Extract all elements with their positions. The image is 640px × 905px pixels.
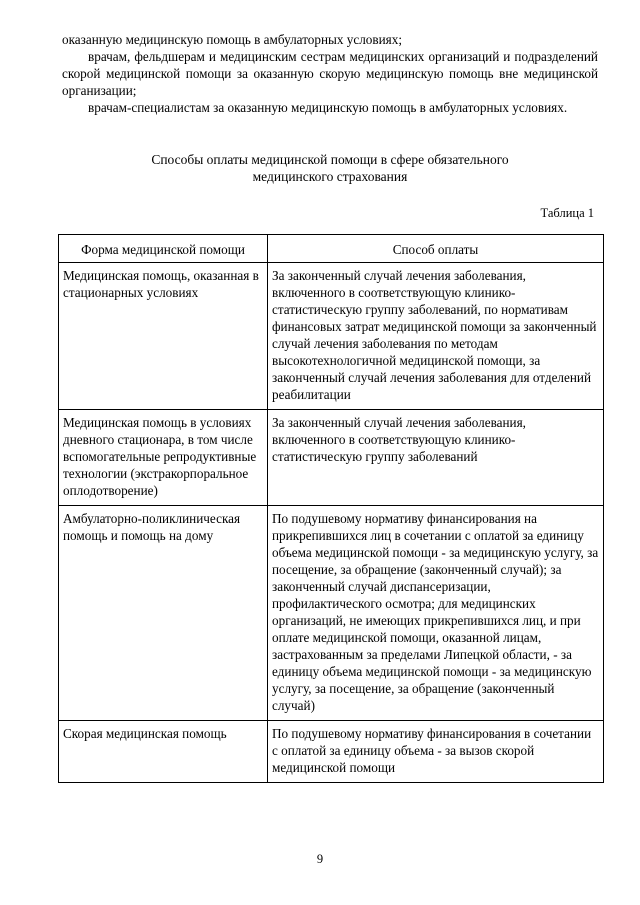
cell-form: Медицинская помощь в условиях дневного стационара, в том числе вспомогательные репродуктивные технологии (экстракорпоральное оплодотворение) bbox=[59, 410, 268, 506]
page-number: 9 bbox=[316, 852, 324, 866]
table-label: Таблица 1 bbox=[540, 206, 594, 220]
section-heading bbox=[62, 151, 598, 185]
table-row bbox=[59, 410, 604, 506]
intro-line-1: оказанную медицинскую помощь в амбулаторных условиях; bbox=[62, 32, 403, 47]
cell-method: По подушевому нормативу финансирования в сочетании с оплатой за единицу объема - за вызов скорой медицинской помощи bbox=[268, 721, 604, 783]
cell-method: По подушевому нормативу финансирования на прикрепившихся лиц в сочетании с оплатой за единицу объема медицинской помощи - за медицинскую услугу, за посещение, за обращение (законченный случай); за законченный случай диспансеризации, профилактического осмотра; для медицинских организаций, не имеющих прикрепившихся лиц, и при оплате медицинской помощи, оказанной лицам, застрахованным за пределами Липецкой области, - за единицу объема медицинской помощи - за медицинскую услугу, за посещение, за обращение (законченный случай) bbox=[268, 506, 604, 721]
payment-methods-table bbox=[58, 234, 604, 783]
cell-form: Амбулаторно-поликлиническая помощь и помощь на дому bbox=[59, 506, 268, 721]
cell-method: За законченный случай лечения заболевания, включенного в соответствующую клинико-статистическую группу заболеваний, по нормативам финансовых затрат медицинской помощи за законченный случай лечения заболевания по методам высокотехнологичной медицинской помощи, за законченный случай лечения заболевания для отделений реабилитации bbox=[268, 263, 604, 410]
cell-form: Медицинская помощь, оказанная в стационарных условиях bbox=[59, 263, 268, 410]
table-row bbox=[59, 721, 604, 783]
header-form: Форма медицинской помощи bbox=[59, 235, 268, 263]
section-heading-line-2: медицинского страхования bbox=[252, 169, 408, 184]
cell-method: За законченный случай лечения заболевания, включенного в соответствующую клинико-статистическую группу заболеваний bbox=[268, 410, 604, 506]
intro-paragraph-2: врачам, фельдшерам и медицинским сестрам медицинских организаций и подразделений скорой медицинской помощи за оказанную скорую медицинскую помощь вне медицинской организации; bbox=[62, 49, 598, 98]
intro-paragraph-3: врачам-специалистам за оказанную медицинскую помощь в амбулаторных условиях. bbox=[88, 100, 568, 115]
section-heading-line-1: Способы оплаты медицинской помощи в сфере обязательного bbox=[151, 152, 509, 167]
cell-form: Скорая медицинская помощь bbox=[59, 721, 268, 783]
header-method: Способ оплаты bbox=[268, 235, 604, 263]
table-row bbox=[59, 263, 604, 410]
table-row bbox=[59, 506, 604, 721]
table-header-row bbox=[59, 235, 604, 263]
